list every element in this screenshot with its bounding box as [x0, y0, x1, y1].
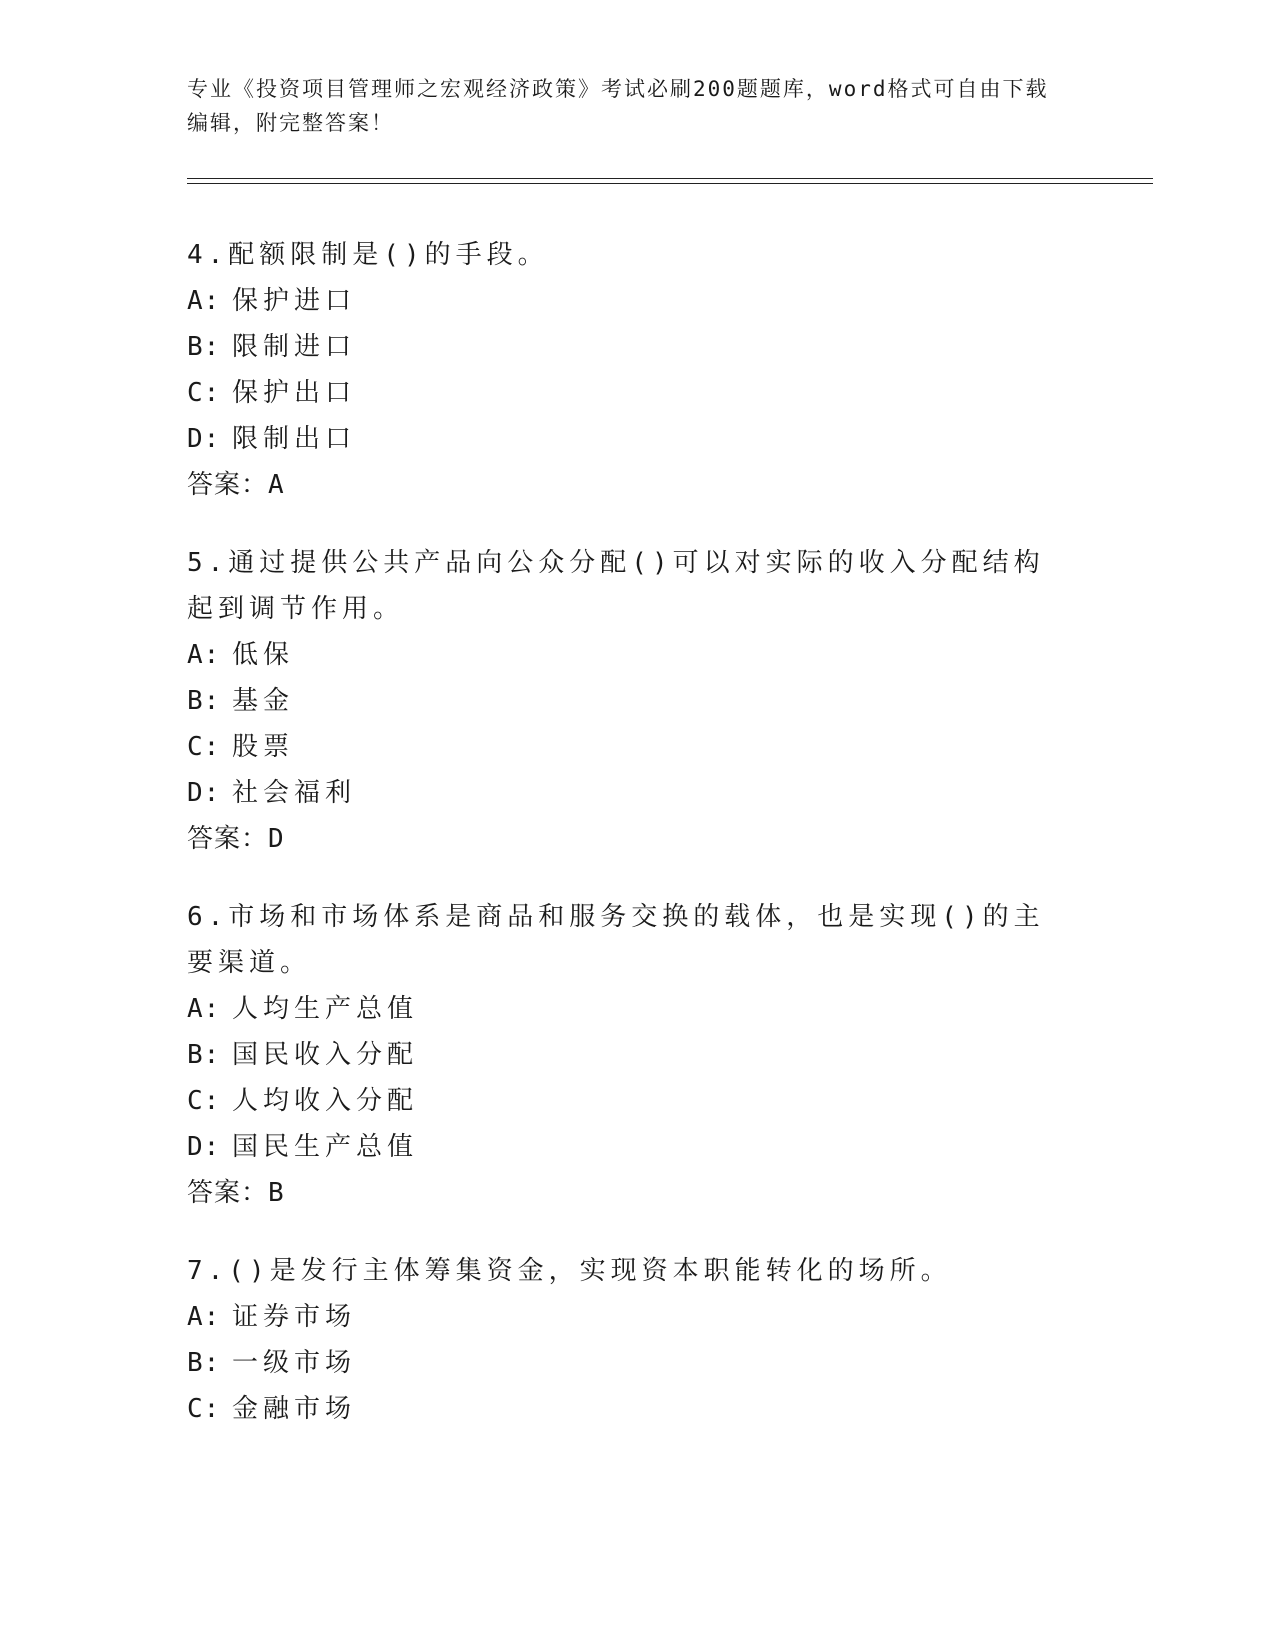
option-text: 一级市场 — [232, 1348, 357, 1378]
answer-value: A — [268, 470, 285, 500]
question-text: 5.通过提供公共产品向公众分配()可以对实际的收入分配结构起到调节作用。 — [187, 548, 1045, 624]
option-c — [187, 1078, 1067, 1124]
option-text: 人均收入分配 — [232, 1086, 419, 1116]
option-letter: A: — [187, 286, 221, 316]
option-d — [187, 1124, 1067, 1170]
option-text: 基金 — [232, 686, 295, 716]
option-text: 社会福利 — [232, 778, 357, 808]
option-c — [187, 370, 1067, 416]
answer-line — [187, 816, 1067, 862]
question-text: 7.()是发行主体筹集资金，实现资本职能转化的场所。 — [187, 1256, 952, 1286]
option-text: 低保 — [232, 640, 295, 670]
option-letter: B: — [187, 1348, 221, 1378]
option-text: 限制进口 — [232, 332, 357, 362]
answer-label: 答案： — [187, 1178, 269, 1208]
option-text: 保护进口 — [232, 286, 357, 316]
option-text: 股票 — [232, 732, 295, 762]
option-c — [187, 724, 1067, 770]
option-b — [187, 678, 1067, 724]
option-text: 证券市场 — [232, 1302, 357, 1332]
option-d — [187, 416, 1067, 462]
header-divider-top — [187, 178, 1153, 179]
answer-line — [187, 1170, 1067, 1216]
question-5 — [187, 540, 1067, 862]
option-text: 国民生产总值 — [232, 1132, 419, 1162]
option-text: 国民收入分配 — [232, 1040, 419, 1070]
answer-label: 答案： — [187, 470, 269, 500]
option-b — [187, 1340, 1067, 1386]
option-letter: A: — [187, 1302, 221, 1332]
option-text: 限制出口 — [232, 424, 357, 454]
option-b — [187, 1032, 1067, 1078]
option-c — [187, 1386, 1067, 1432]
question-6 — [187, 894, 1067, 1216]
option-letter: C: — [187, 378, 221, 408]
option-letter: C: — [187, 1394, 221, 1424]
option-letter: D: — [187, 424, 221, 454]
option-letter: C: — [187, 732, 221, 762]
question-text: 4.配额限制是()的手段。 — [187, 240, 549, 270]
document-header: 专业《投资项目管理师之宏观经济政策》考试必刷200题题库，word格式可自由下载编辑，附完整答案！ — [187, 77, 1049, 135]
option-a — [187, 278, 1067, 324]
option-b — [187, 324, 1067, 370]
question-list — [187, 232, 1067, 1464]
option-text: 人均生产总值 — [232, 994, 419, 1024]
option-letter: B: — [187, 686, 221, 716]
question-text: 6.市场和市场体系是商品和服务交换的载体，也是实现()的主要渠道。 — [187, 902, 1045, 978]
option-letter: A: — [187, 640, 221, 670]
option-text: 保护出口 — [232, 378, 357, 408]
option-a — [187, 986, 1067, 1032]
option-a — [187, 1294, 1067, 1340]
question-4 — [187, 232, 1067, 508]
question-7 — [187, 1248, 1067, 1432]
answer-label: 答案： — [187, 824, 269, 854]
option-text: 金融市场 — [232, 1394, 357, 1424]
option-d — [187, 770, 1067, 816]
option-letter: B: — [187, 1040, 221, 1070]
answer-value: D — [268, 824, 285, 854]
option-letter: D: — [187, 778, 221, 808]
option-letter: A: — [187, 994, 221, 1024]
option-letter: D: — [187, 1132, 221, 1162]
option-a — [187, 632, 1067, 678]
answer-line — [187, 462, 1067, 508]
option-letter: B: — [187, 332, 221, 362]
option-letter: C: — [187, 1086, 221, 1116]
header-divider-bottom — [187, 183, 1153, 184]
answer-value: B — [268, 1178, 285, 1208]
